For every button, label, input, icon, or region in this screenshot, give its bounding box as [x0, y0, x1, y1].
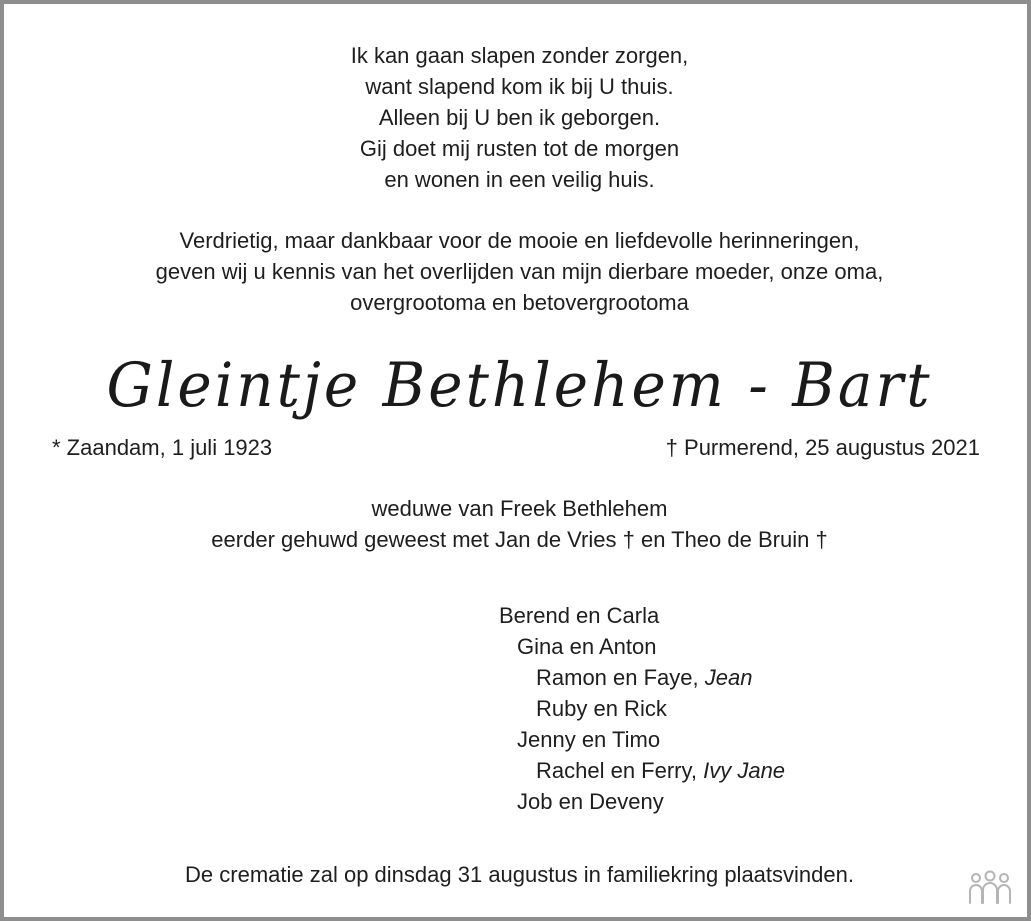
family-member — [499, 786, 785, 817]
intro-line: overgrootoma en betovergrootoma — [350, 290, 689, 315]
deceased-name-wrap — [4, 340, 1031, 430]
birth-info: * Zaandam, 1 juli 1923 — [52, 435, 273, 460]
family-member — [499, 631, 785, 662]
poem-line: en wonen in een veilig huis. — [384, 167, 655, 192]
death-info: † Purmerend, 25 augustus 2021 — [665, 435, 980, 460]
family-member — [499, 724, 785, 755]
poem-line: want slapend kom ik bij U thuis. — [365, 74, 674, 99]
family-names: Jenny en Timo — [517, 727, 661, 752]
family-names: Gina en Anton — [517, 634, 657, 659]
deceased-name: Gleintje Bethlehem - Bart — [106, 349, 933, 421]
closing-text — [4, 859, 1031, 890]
family-child: Jean — [704, 665, 753, 690]
closing-line: De crematie zal op dinsdag 31 augustus in familiekring plaatsvinden. — [185, 862, 854, 887]
intro-line: geven wij u kennis van het overlijden van mijn dierbare moeder, onze oma, — [155, 259, 884, 284]
family-list — [499, 600, 785, 817]
family-names: Ruby en Rick — [536, 696, 667, 721]
family-names: Ramon en Faye, — [536, 665, 705, 690]
spouse-line: weduwe van Freek Bethlehem — [371, 496, 668, 521]
family-people-icon — [967, 869, 1013, 905]
poem — [4, 40, 1031, 195]
poem-line: Alleen bij U ben ik geborgen. — [378, 105, 661, 130]
poem-line: Ik kan gaan slapen zonder zorgen, — [350, 43, 689, 68]
intro-line: Verdrietig, maar dankbaar voor de mooie en liefdevolle herinneringen, — [179, 228, 860, 253]
family-member — [499, 662, 785, 693]
family-names: Berend en Carla — [499, 603, 660, 628]
family-member — [499, 755, 785, 786]
poem-line: Gij doet mij rusten tot de morgen — [359, 136, 680, 161]
family-child: Ivy Jane — [703, 758, 786, 783]
spouse-info — [4, 493, 1031, 555]
spouse-line: eerder gehuwd geweest met Jan de Vries † en Theo de Bruin † — [211, 527, 828, 552]
family-member — [499, 693, 785, 724]
family-names: Rachel en Ferry, — [536, 758, 704, 783]
family-member — [499, 600, 785, 631]
intro-text — [4, 225, 1031, 318]
family-names: Job en Deveny — [517, 789, 664, 814]
